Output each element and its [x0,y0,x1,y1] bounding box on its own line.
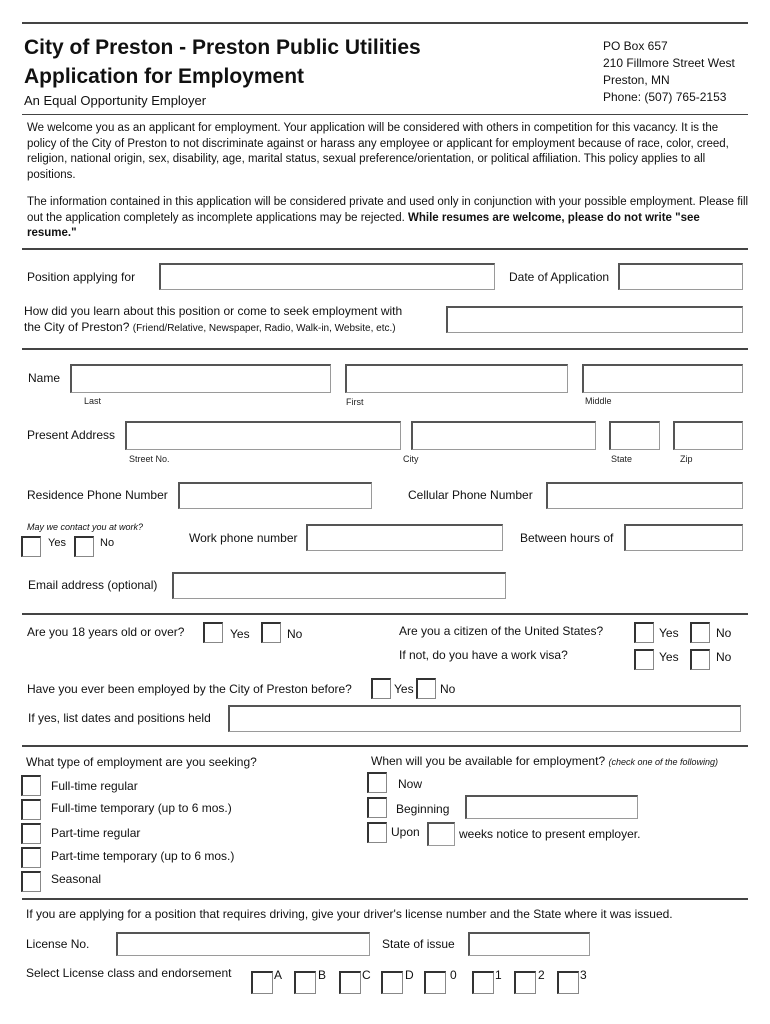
section-rule-5 [22,898,748,900]
license-state-input[interactable] [468,932,590,956]
available-beginning-checkbox[interactable] [367,797,387,818]
last-caption: Last [84,396,102,406]
header-rule [22,114,748,115]
zip-input[interactable] [673,421,743,450]
type-checkbox[interactable] [21,775,41,796]
employment-type-question: What type of employment are you seeking? [26,755,257,769]
contact-work-no-checkbox[interactable] [74,536,94,557]
availability-text: When will you be available for employment? [371,754,606,768]
learn-hint: (Friend/Relative, Newspaper, Radio, Walk-in, Website, etc.) [132,323,396,334]
employed-before-question: Have you ever been employed by the City of Preston before? [27,682,352,696]
license-class-label: Select License class and endorsement [26,966,232,980]
available-upon-checkbox[interactable] [367,822,387,843]
age-yes-checkbox[interactable] [203,622,223,643]
employed-before-no-checkbox[interactable] [416,678,436,699]
license-intro: If you are applying for a position that requires driving, give your driver's license number and the State where it was issued. [26,907,673,921]
availability-question [371,754,718,768]
age-no-checkbox[interactable] [261,622,281,643]
type-checkbox[interactable] [21,847,41,868]
license-class-label-item: 3 [580,968,587,982]
type-label: Full-time temporary (up to 6 mos.) [51,801,232,815]
intro-paragraph-2 [27,195,749,242]
license-class-label-item: 1 [495,968,502,982]
section-rule-1 [22,248,748,250]
contact-work-yes-checkbox[interactable] [21,536,41,557]
license-class-label-item: C [362,968,371,982]
license-class-checkbox[interactable] [424,971,446,994]
street-caption: Street No. [129,454,170,464]
intro-paragraph-1: We welcome you as an applicant for employment. Your application will be considered with others in competition for this vacancy. It is the policy of the City of Preston to not discriminate against or harass any employee or applicant for employment because of race, color, creed, religion, national origin, sex, disability, age, marital status, sexual preference/orientation, or political affiliation. This policy applies to all positions. [27,122,729,181]
type-label: Part-time regular [51,826,141,840]
type-checkbox[interactable] [21,823,41,844]
between-hours-label: Between hours of [520,531,614,545]
email-label: Email address (optional) [28,578,158,592]
type-label: Full-time regular [51,779,138,793]
visa-no-checkbox[interactable] [690,649,710,670]
form-title-line2: Application for Employment [24,65,305,88]
first-caption: First [346,397,364,407]
type-checkbox[interactable] [21,799,41,820]
available-beginning-label: Beginning [396,802,450,816]
zip-caption: Zip [680,454,693,464]
last-name-input[interactable] [70,364,331,393]
license-class-checkbox[interactable] [472,971,494,994]
state-input[interactable] [609,421,660,450]
dates-label: If yes, list dates and positions held [28,711,211,725]
residence-phone-input[interactable] [178,482,372,509]
citizen-question: Are you a citizen of the United States? [399,624,604,638]
citizen-yes-checkbox[interactable] [634,622,654,643]
section-rule-4 [22,745,748,747]
date-input[interactable] [618,263,743,290]
form-title-line1: City of Preston - Preston Public Utilities [24,36,421,59]
visa-yes-label: Yes [659,650,679,664]
section-rule-2 [22,348,748,350]
license-state-label: State of issue [382,937,455,951]
license-class-label-item: D [405,968,414,982]
notice-label: weeks notice to present employer. [459,827,641,841]
middle-name-input[interactable] [582,364,743,393]
type-label: Part-time temporary (up to 6 mos.) [51,849,235,863]
intro-text: The information contained in this application will be considered private and used only in conjunction with your possible employment. Please fill out the application completely as incomplete applications may be rejected. [27,196,749,224]
employed-before-yes-label: Yes [394,682,414,696]
street-input[interactable] [125,421,401,450]
license-class-checkbox[interactable] [381,971,403,994]
contact-work-no-label: No [100,537,115,549]
learn-label-text: the City of Preston? [24,320,130,334]
position-input[interactable] [159,263,495,290]
intro-bold-note: While resumes are welcome, please do not write "see resume." [27,211,700,239]
contact-work-question: May we contact you at work? [27,522,144,532]
citizen-yes-label: Yes [659,626,679,640]
learn-input[interactable] [446,306,743,333]
address-line: Phone: (507) 765-2153 [603,90,727,104]
license-number-input[interactable] [116,932,370,956]
address-line: PO Box 657 [603,39,668,53]
address-label: Present Address [27,428,116,442]
license-class-label-item: B [318,968,327,982]
residence-phone-label: Residence Phone Number [27,488,168,502]
age-question: Are you 18 years old or over? [27,625,185,639]
first-name-input[interactable] [345,364,568,393]
between-hours-input[interactable] [624,524,743,551]
visa-no-label: No [716,650,732,664]
age-yes-label: Yes [230,627,250,641]
license-class-label-item: 0 [450,968,457,982]
dates-input[interactable] [228,705,741,732]
visa-question: If not, do you have a work visa? [399,648,568,662]
license-class-checkbox[interactable] [514,971,536,994]
top-rule [22,22,748,24]
license-class-label-item: 2 [538,968,545,982]
citizen-no-checkbox[interactable] [690,622,710,643]
license-class-label-item: A [274,968,283,982]
office-address [603,38,735,106]
city-caption: City [403,454,419,464]
middle-caption: Middle [585,396,612,406]
cell-phone-input[interactable] [546,482,743,509]
learn-label-line1: How did you learn about this position or come to seek employment with [24,304,403,318]
date-label: Date of Application [509,270,610,284]
license-number-label: License No. [26,937,90,951]
type-checkbox[interactable] [21,871,41,892]
citizen-no-label: No [716,626,732,640]
position-label: Position applying for [27,270,136,284]
section-rule-3 [22,613,748,615]
cell-phone-label: Cellular Phone Number [408,488,533,502]
beginning-date-input[interactable] [465,795,638,819]
age-no-label: No [287,627,303,641]
notice-weeks-input[interactable] [427,822,455,846]
work-phone-label: Work phone number [189,531,298,545]
visa-yes-checkbox[interactable] [634,649,654,670]
employed-before-no-label: No [440,682,456,696]
license-class-checkbox[interactable] [557,971,579,994]
available-upon-label: Upon [391,825,420,839]
license-class-checkbox[interactable] [251,971,273,994]
work-phone-input[interactable] [306,524,503,551]
state-caption: State [611,454,633,464]
address-line: Preston, MN [603,73,670,87]
license-class-checkbox[interactable] [294,971,316,994]
license-class-checkbox[interactable] [339,971,361,994]
form-subtitle: An Equal Opportunity Employer [24,93,207,108]
address-line: 210 Fillmore Street West [603,56,735,70]
type-label: Seasonal [51,872,102,886]
learn-label-line2 [24,320,396,334]
city-input[interactable] [411,421,596,450]
name-label: Name [28,371,61,385]
contact-work-yes-label: Yes [48,537,66,549]
availability-hint: (check one of the following) [608,757,719,767]
available-now-label: Now [398,777,423,791]
email-input[interactable] [172,572,506,599]
employed-before-yes-checkbox[interactable] [371,678,391,699]
available-now-checkbox[interactable] [367,772,387,793]
